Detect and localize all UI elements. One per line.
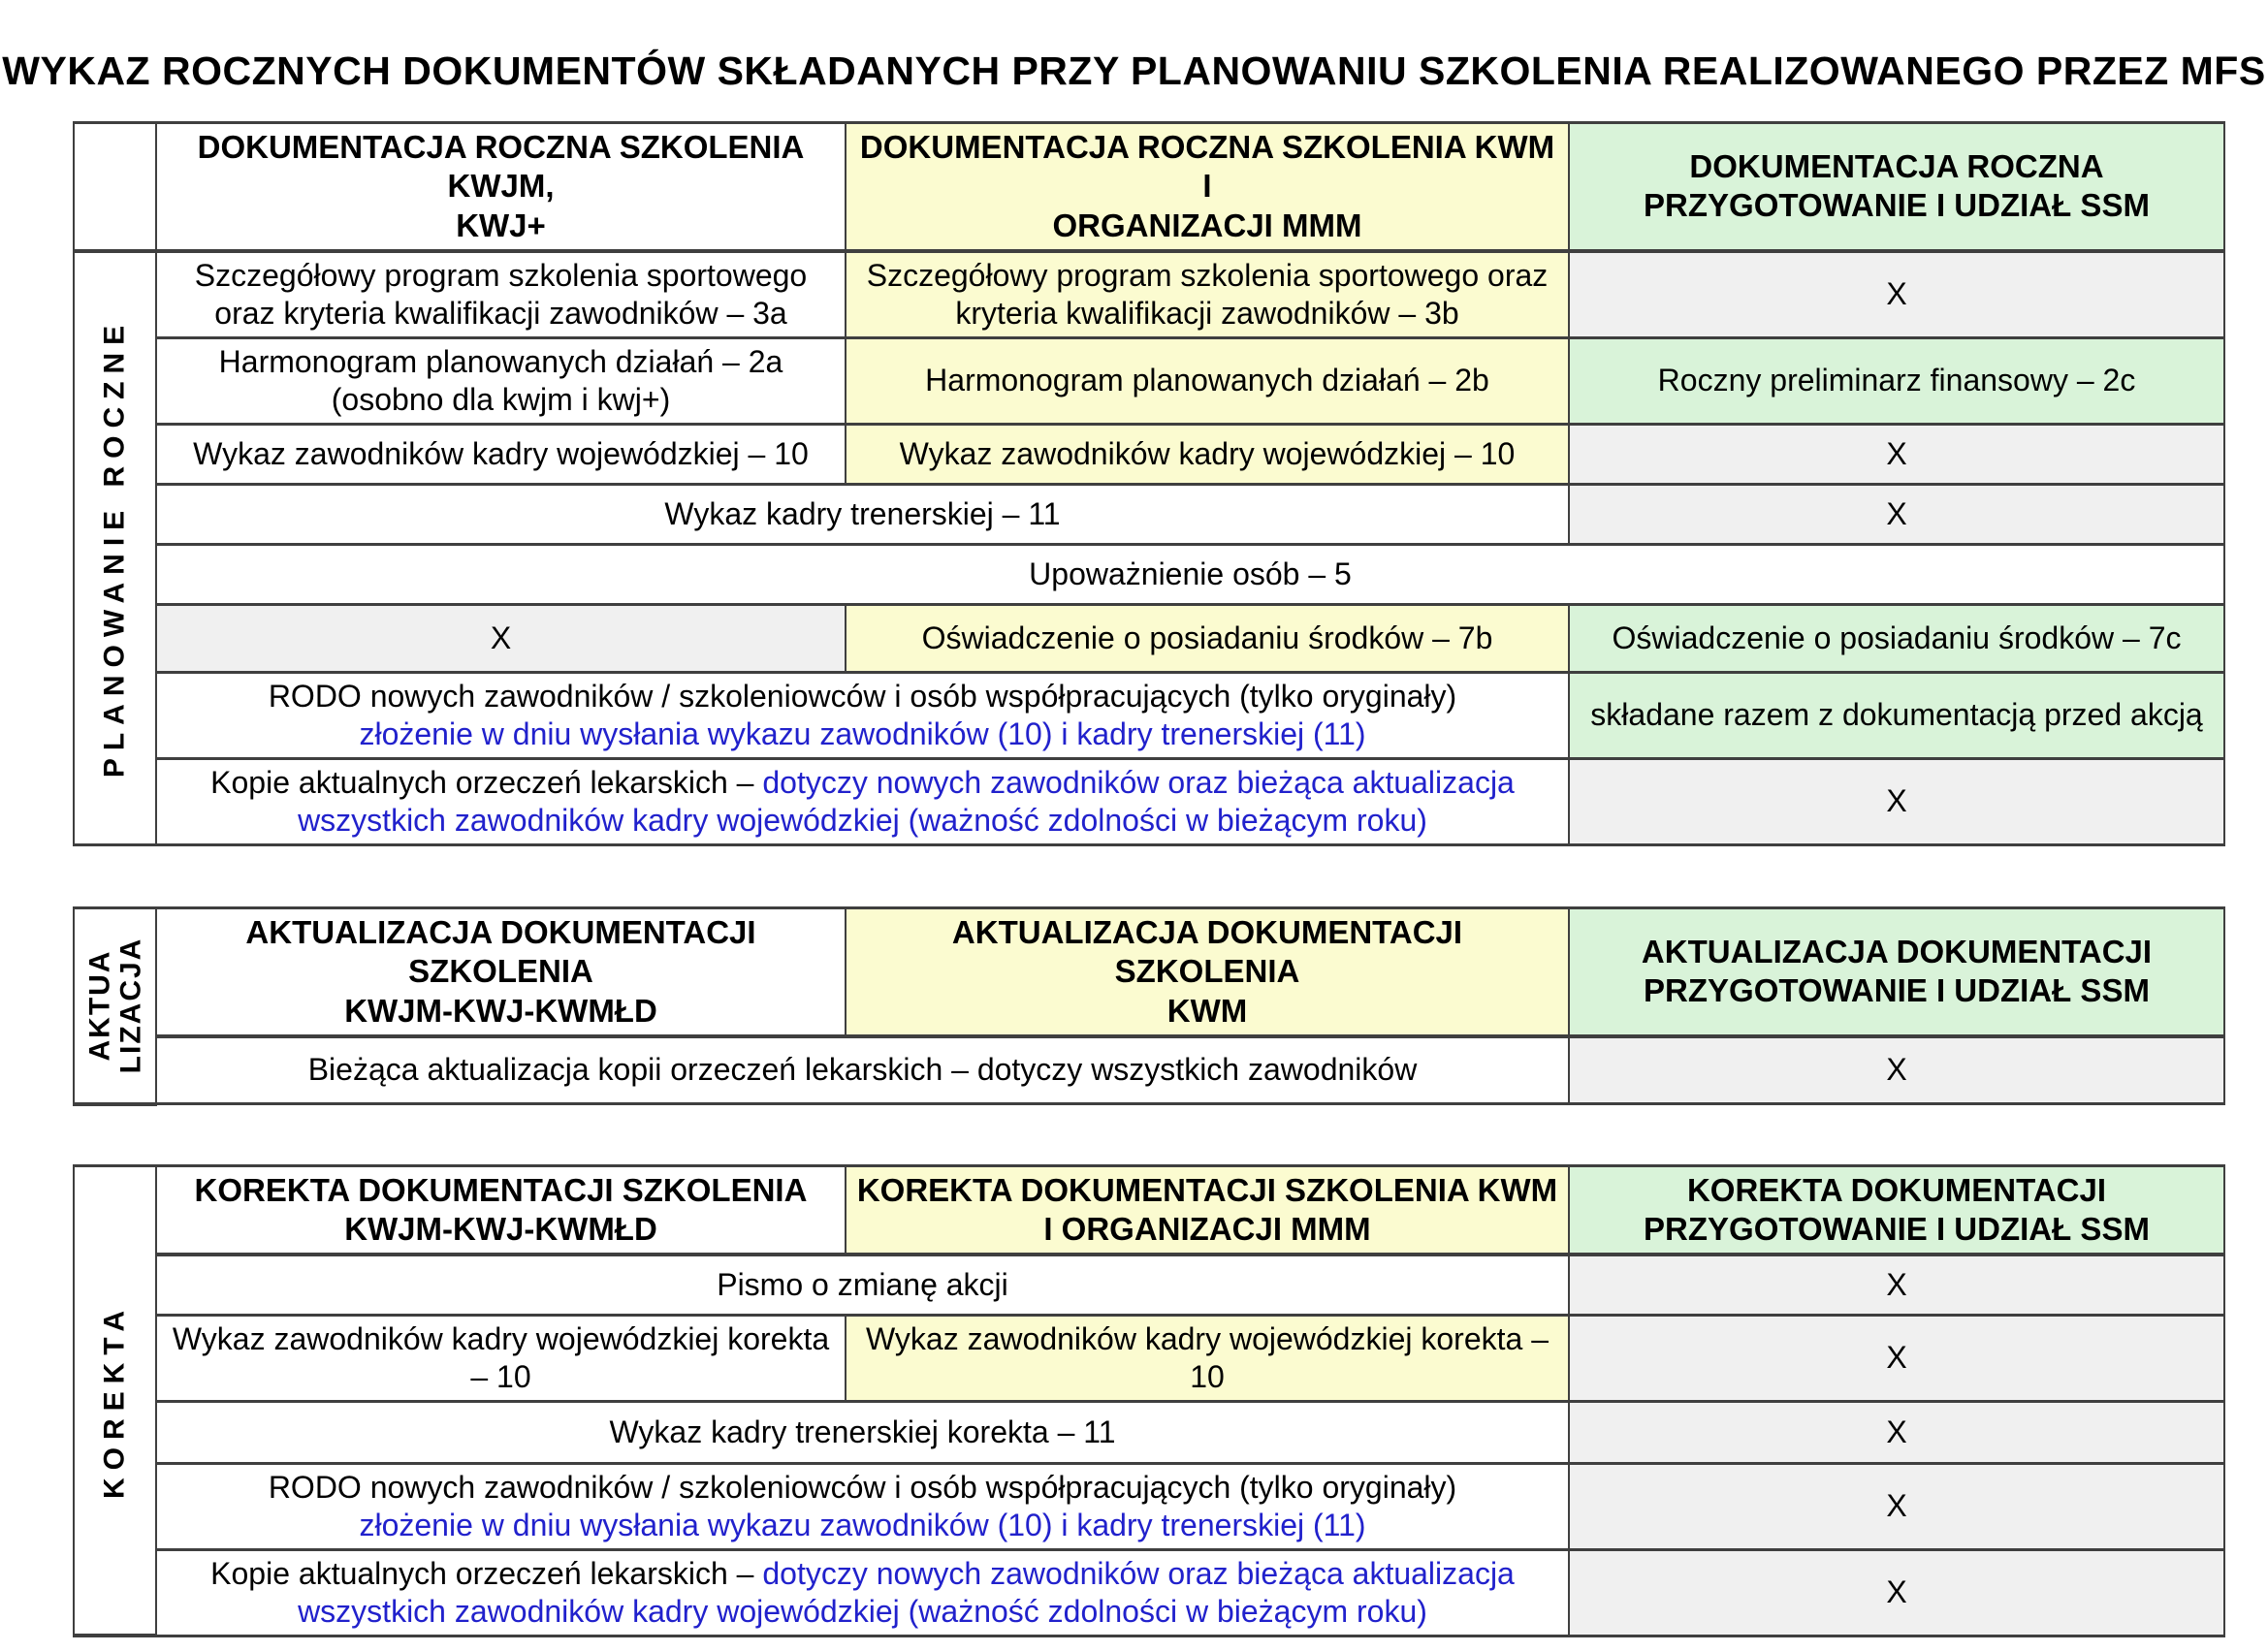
t1-row-oswiadczenie-c2: Oświadczenie o posiadaniu środków – 7b [846, 604, 1569, 672]
t2-header-kwjm [156, 908, 846, 1036]
t3-row-wykaz-zawodnikow-c1: Wykaz zawodników kadry wojewódzkiej korekta – 10 [156, 1315, 846, 1401]
t1-row-rodo-c12 [156, 672, 1569, 758]
t3-side-cell [74, 1165, 156, 1636]
t1-row-kopie-text-black: Kopie aktualnych orzeczeń lekarskich – [210, 764, 754, 800]
t1-row-harmonogram-c1-line1: Harmonogram planowanych działań – 2a [218, 343, 783, 379]
side-label-korekta: KOREKTA [98, 1302, 131, 1499]
t3-row-wykaz-zawodnikow-c2: Wykaz zawodników kadry wojewódzkiej korekta – 10 [846, 1315, 1569, 1401]
t3-header-kwjm [156, 1165, 846, 1255]
t3-row-rodo-c12 [156, 1463, 1569, 1549]
t2-header-kwjm-line1: AKTUALIZACJA DOKUMENTACJI SZKOLENIA [245, 914, 756, 990]
t2-row-biezaca-x-cell: X [1569, 1036, 2224, 1104]
t3-row-pismo-x-cell: X [1569, 1255, 2224, 1315]
side-label-aktualizacja-line1: AKTUA [83, 949, 115, 1062]
t2-header-ssm-line1: AKTUALIZACJA DOKUMENTACJI [1641, 934, 2153, 970]
t1-header-kwjm [156, 123, 846, 251]
t3-row-kopie-text-black: Kopie aktualnych orzeczeń lekarskich – [210, 1555, 754, 1591]
t3-row-rodo-text-black: RODO nowych zawodników / szkoleniowców i osób współpracujących (tylko oryginały) [268, 1469, 1457, 1505]
t1-row-wykaz-zawodnikow-c1: Wykaz zawodników kadry wojewódzkiej – 10 [156, 424, 846, 484]
t2-side-cell [74, 908, 156, 1104]
t3-row-kopie-c12 [156, 1549, 1569, 1636]
t1-row-upowaznienie-c123: Upoważnienie osób – 5 [156, 544, 2224, 604]
t3-row-rodo-x-cell: X [1569, 1463, 2224, 1549]
t1-header-kwm-line1: DOKUMENTACJA ROCZNA SZKOLENIA KWM I [859, 129, 1555, 205]
t1-header-kwjm-line2: KWJ+ [456, 206, 546, 243]
t1-row-oswiadczenie-c3: Oświadczenie o posiadaniu środków – 7c [1569, 604, 2224, 672]
side-label-planowanie-roczne: PLANOWANIE ROCZNE [98, 318, 131, 778]
t1-row-wykaz-zawodnikow-x-cell: X [1569, 424, 2224, 484]
table-planowanie-roczne [73, 121, 2225, 846]
t1-header-ssm-line1: DOKUMENTACJA ROCZNA [1689, 148, 2104, 185]
t1-row-rodo-c3: składane razem z dokumentacją przed akcją [1569, 672, 2224, 758]
side-label-aktualizacja [84, 937, 145, 1074]
side-label-aktualizacja-line2: LIZACJA [113, 937, 146, 1074]
t3-row-wykaz-kadry-x-cell: X [1569, 1401, 2224, 1463]
t1-row-harmonogram-c1 [156, 337, 846, 424]
t1-row-rodo-text-blue: złożenie w dniu wysłania wykazu zawodników (10) i kadry trenerskiej (11) [359, 715, 1366, 751]
t1-side-cell [74, 251, 156, 845]
t3-header-ssm [1569, 1165, 2224, 1255]
t1-corner-empty-cell [74, 123, 156, 251]
t1-header-kwm-line2: ORGANIZACJI MMM [1052, 206, 1362, 243]
table-korekta [73, 1164, 2225, 1638]
t1-row-program-x-cell: X [1569, 251, 2224, 338]
t3-header-kwjm-line2: KWJM-KWJ-KWMŁD [344, 1211, 657, 1247]
t1-row-wykaz-zawodnikow-c2: Wykaz zawodników kadry wojewódzkiej – 10 [846, 424, 1569, 484]
t1-row-wykaz-kadry-x-cell: X [1569, 484, 2224, 544]
t1-row-program-c1: Szczegółowy program szkolenia sportowego oraz kryteria kwalifikacji zawodników – 3a [156, 251, 846, 338]
t1-row-kopie-x-cell: X [1569, 758, 2224, 844]
t2-header-kwm [846, 908, 1569, 1036]
t1-row-kopie-text-blue: dotyczy nowych zawodników oraz bieżąca aktualizacja wszystkich zawodników kadry wojewódzkiej (ważność zdolności w bieżącym roku) [298, 764, 1515, 838]
t2-header-ssm-line2: PRZYGOTOWANIE I UDZIAŁ SSM [1644, 972, 2150, 1009]
t1-header-ssm-line2: PRZYGOTOWANIE I UDZIAŁ SSM [1644, 187, 2150, 224]
t1-row-harmonogram-c3: Roczny preliminarz finansowy – 2c [1569, 337, 2224, 424]
t3-header-ssm-line2: PRZYGOTOWANIE I UDZIAŁ SSM [1644, 1211, 2150, 1247]
t1-row-harmonogram-c2: Harmonogram planowanych działań – 2b [846, 337, 1569, 424]
t2-header-kwm-line2: KWM [1166, 992, 1248, 1029]
t1-header-kwjm-line1: DOKUMENTACJA ROCZNA SZKOLENIA KWJM, [197, 129, 805, 205]
t2-header-kwm-line1: AKTUALIZACJA DOKUMENTACJI SZKOLENIA [951, 914, 1463, 990]
t1-row-rodo-text-black: RODO nowych zawodników / szkoleniowców i osób współpracujących (tylko oryginały) [268, 678, 1457, 714]
t3-header-kwjm-line1: KOREKTA DOKUMENTACJI SZKOLENIA [194, 1171, 808, 1208]
t1-row-kopie-c12 [156, 758, 1569, 844]
t1-row-wykaz-kadry-c12: Wykaz kadry trenerskiej – 11 [156, 484, 1569, 544]
t3-row-pismo-c12: Pismo o zmianę akcji [156, 1255, 1569, 1315]
t3-row-wykaz-zawodnikow-x-cell: X [1569, 1315, 2224, 1401]
t2-header-kwjm-line2: KWJM-KWJ-KWMŁD [344, 992, 657, 1029]
table-aktualizacja [73, 906, 2225, 1106]
t3-header-ssm-line1: KOREKTA DOKUMENTACJI [1686, 1171, 2107, 1208]
t3-header-kwm-line1: KOREKTA DOKUMENTACJI SZKOLENIA KWM [856, 1171, 1558, 1208]
t1-row-oswiadczenie-x-cell: X [156, 604, 846, 672]
t1-header-kwm [846, 123, 1569, 251]
t1-row-program-c2: Szczegółowy program szkolenia sportowego oraz kryteria kwalifikacji zawodników – 3b [846, 251, 1569, 338]
t1-row-harmonogram-c1-line2: (osobno dla kwjm i kwj+) [331, 381, 671, 417]
t3-header-kwm [846, 1165, 1569, 1255]
t3-row-wykaz-kadry-c12: Wykaz kadry trenerskiej korekta – 11 [156, 1401, 1569, 1463]
t3-row-kopie-x-cell: X [1569, 1549, 2224, 1636]
t3-header-kwm-line2: I ORGANIZACJI MMM [1043, 1211, 1371, 1247]
t2-row-biezaca-c12: Bieżąca aktualizacja kopii orzeczeń lekarskich – dotyczy wszystkich zawodników [156, 1036, 1569, 1104]
page-title: WYKAZ ROCZNYCH DOKUMENTÓW SKŁADANYCH PRZY PLANOWANIU SZKOLENIA REALIZOWANEGO PRZEZ MFS [2, 48, 2266, 93]
t3-row-kopie-text-blue: dotyczy nowych zawodników oraz bieżąca aktualizacja wszystkich zawodników kadry wojewódzkiej (ważność zdolności w bieżącym roku) [298, 1555, 1515, 1629]
t3-row-rodo-text-blue: złożenie w dniu wysłania wykazu zawodników (10) i kadry trenerskiej (11) [359, 1507, 1366, 1542]
t1-header-ssm [1569, 123, 2224, 251]
t2-header-ssm [1569, 908, 2224, 1036]
